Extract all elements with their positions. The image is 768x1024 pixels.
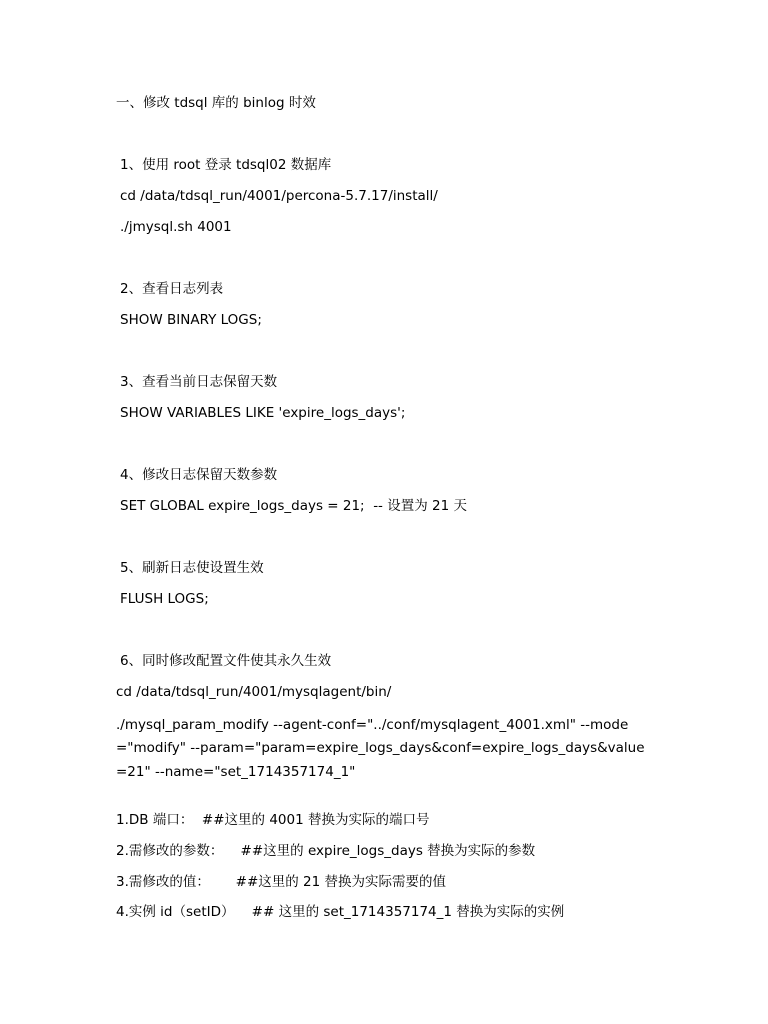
note-param-name: 2.需修改的参数： ##这里的 expire_logs_days 替换为实际的参数 — [116, 843, 536, 859]
step-6-command-cd: cd /data/tdsql_run/4001/mysqlagent/bin/ — [116, 684, 392, 700]
step-2-heading: 2、查看日志列表 — [120, 281, 224, 297]
step-4-heading: 4、修改日志保留天数参数 — [120, 467, 278, 483]
param-modify-command: ./mysql_param_modify --agent-conf="../conf/mysqlagent_4001.xml" --mode="modify" --param="param=expire_logs_days&conf=expire_logs_days&value=21" --name="set_1714357174_1" — [116, 717, 645, 780]
step-3-heading: 3、查看当前日志保留天数 — [120, 374, 278, 390]
note-db-port: 1.DB 端口： ##这里的 4001 替换为实际的端口号 — [116, 812, 430, 828]
step-3-command: SHOW VARIABLES LIKE 'expire_logs_days'; — [120, 405, 406, 421]
step-1-command-cd: cd /data/tdsql_run/4001/percona-5.7.17/install/ — [120, 188, 438, 204]
step-1-command-login: ./jmysql.sh 4001 — [120, 219, 232, 235]
step-6-heading: 6、同时修改配置文件使其永久生效 — [120, 653, 332, 669]
step-2-command: SHOW BINARY LOGS; — [120, 312, 262, 328]
note-param-value: 3.需修改的值： ##这里的 21 替换为实际需要的值 — [116, 874, 447, 890]
step-1-heading: 1、使用 root 登录 tdsql02 数据库 — [120, 157, 332, 173]
document-title: 一、修改 tdsql 库的 binlog 时效 — [116, 95, 316, 111]
note-instance-id: 4.实例 id（setID） ## 这里的 set_1714357174_1 替换为实际的实例 — [116, 904, 565, 920]
step-4-command: SET GLOBAL expire_logs_days = 21; -- 设置为 21 天 — [120, 498, 467, 514]
step-5-heading: 5、刷新日志使设置生效 — [120, 560, 264, 576]
step-5-command: FLUSH LOGS; — [120, 591, 209, 607]
